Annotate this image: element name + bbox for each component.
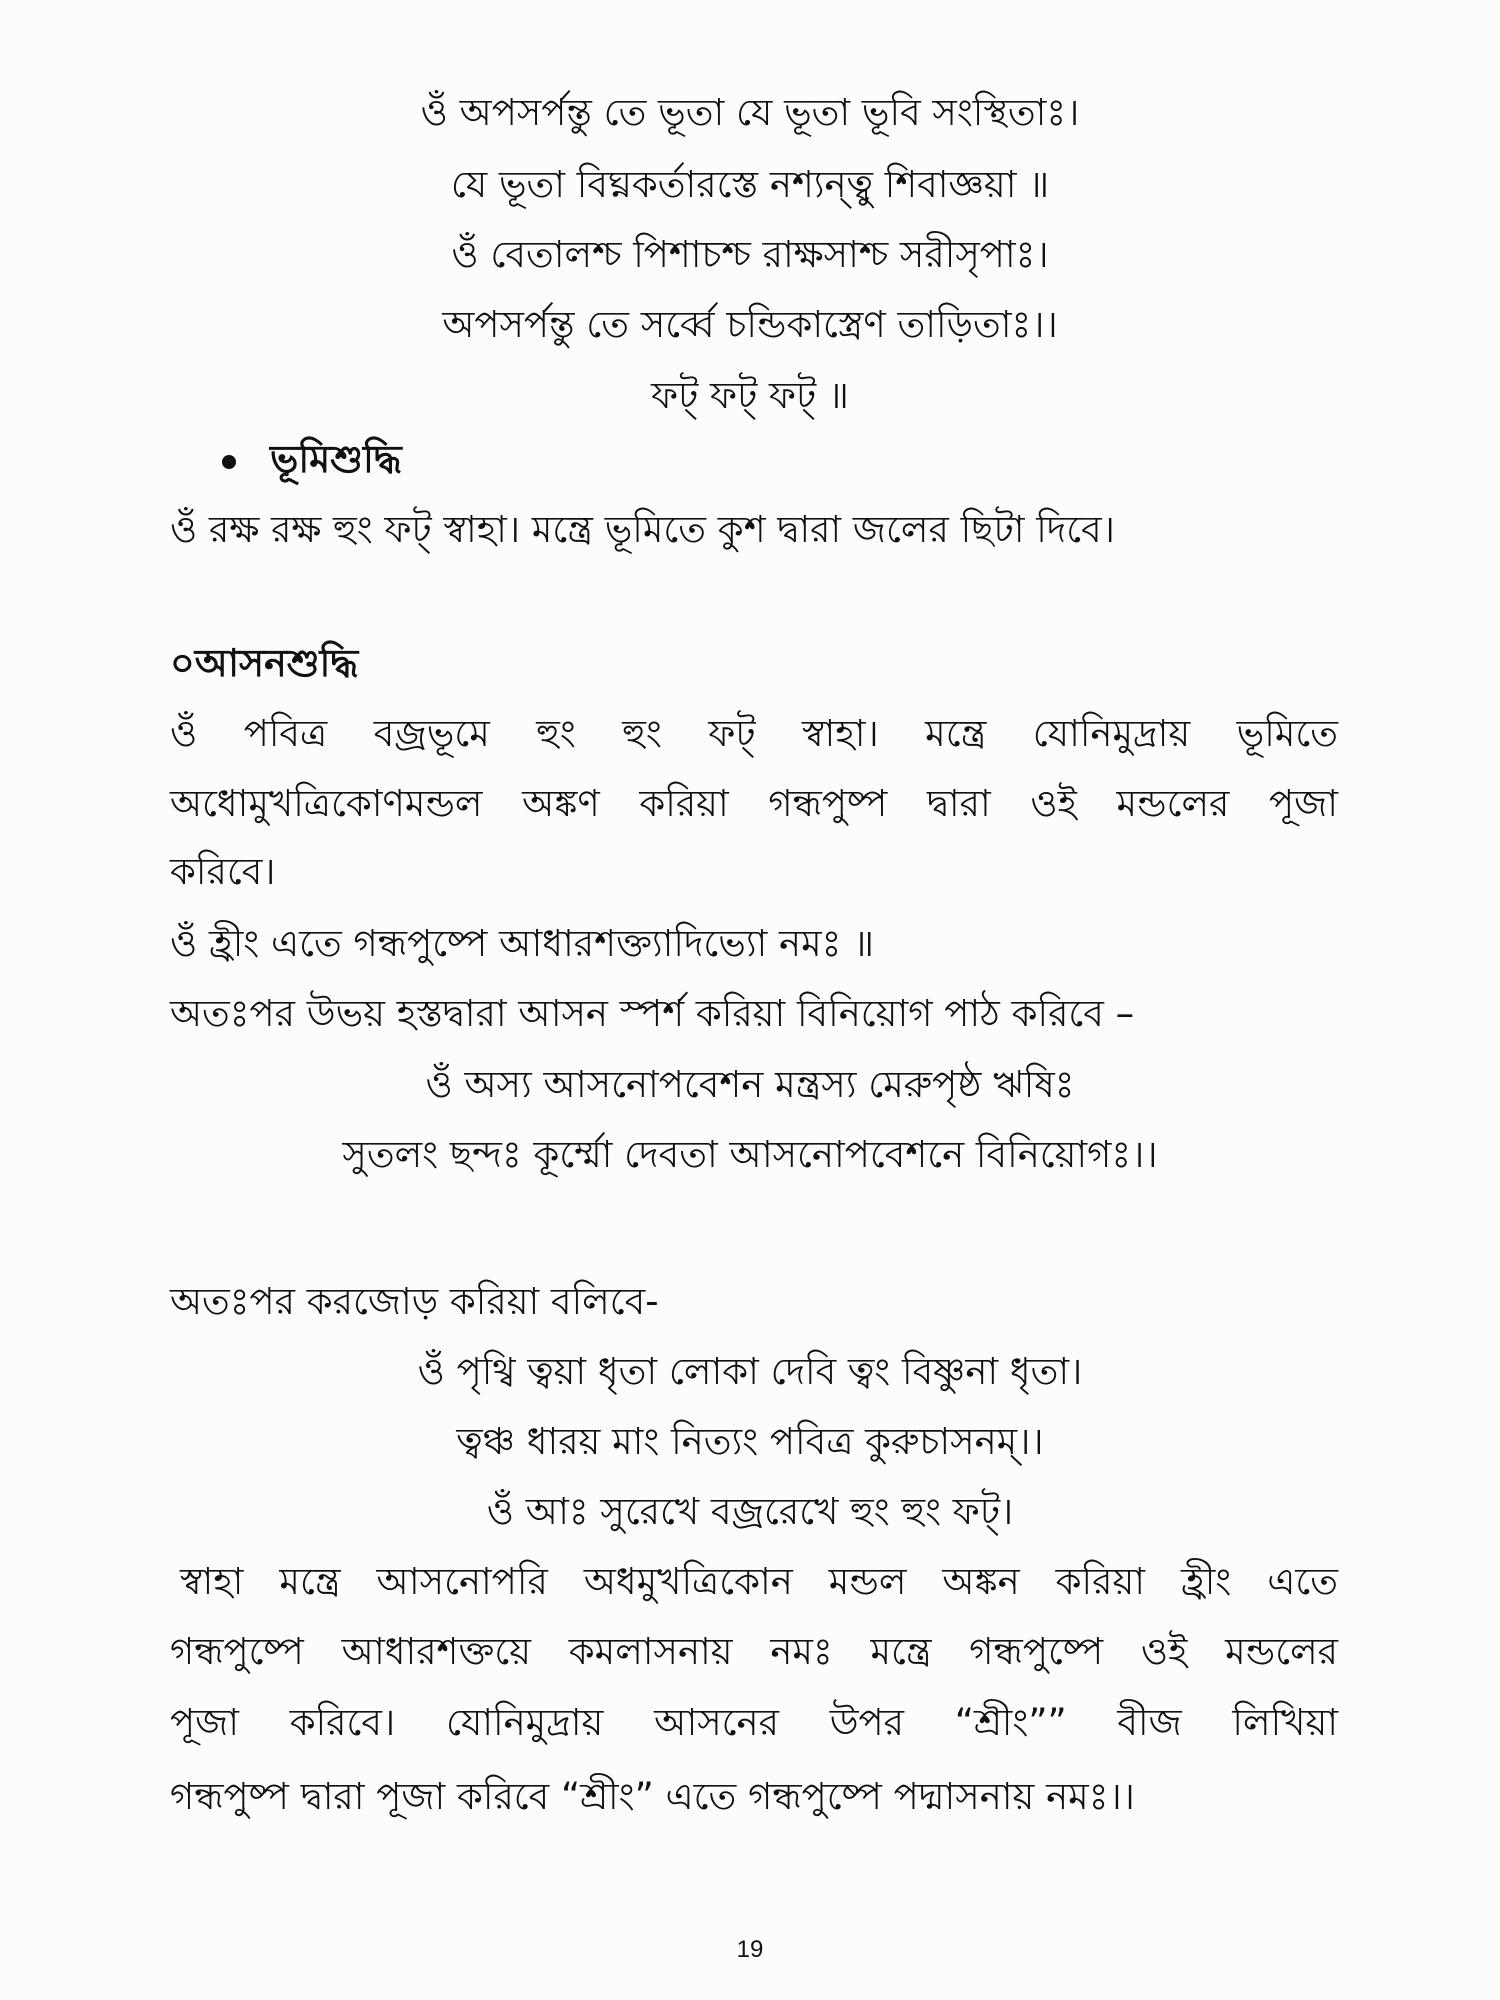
verse-line: যে ভূতা বিঘ্নকর্তারস্তে নশ্যন্ত্বু শিবাজ্ঞয়া ॥ [450,163,1050,206]
section-heading-bhumishuddhi [222,434,402,484]
page-number: 19 [736,1936,764,1963]
bullet-icon [222,455,236,469]
paragraph-line: গন্ধপুষ্প দ্বারা পূজা করিবে “শ্রীং” এতে গন্ধপুষ্পে পদ্মাসনায় নমঃ।। [170,1775,1135,1818]
heading-text: ভূমিশুদ্ধি [270,437,402,481]
section-heading-asanashuddhi: ০আসনশুদ্ধি [170,641,359,685]
viniyoga-line: ওঁ অস্য আসনোপবেশন মন্ত্রস্য মেরুপৃষ্ঠ ঋষিঃ [425,1063,1075,1106]
paragraph-line: ওঁ রক্ষ রক্ষ হুং ফট্ স্বাহা। মন্ত্রে ভূমিতে কুশ দ্বারা জলের ছিটা দিবে। [170,508,1115,551]
prayer-line: ওঁ আঃ সুরেখে বজ্ররেখে হুং হুং ফট্। [486,1490,1014,1533]
verse-line: ফট্ ফট্ ফট্ ॥ [651,374,849,417]
verse-line: ওঁ বেতালশ্চ পিশাচশ্চ রাক্ষসাশ্চ সরীসৃপাঃ। [451,233,1049,276]
instruction-line: অতঃপর করজোড় করিয়া বলিবে- [170,1280,659,1323]
paragraph-line: স্বাহা মন্ত্রে আসনোপরি অধমুখত্রিকোন মন্ডল অঙ্কন করিয়া হ্রীং এতে [180,1560,1338,1603]
mantra-line: ওঁ হ্রীং এতে গন্ধপুষ্পে আধারশক্ত্যাদিভ্যো নমঃ ॥ [170,922,875,965]
paragraph-line: পূজা করিবে। যোনিমুদ্রায় আসনের উপর “শ্রীং”” বীজ লিখিয়া [170,1701,1338,1744]
instruction-line: অতঃপর উভয় হস্তদ্বারা আসন স্পর্শ করিয়া বিনিয়োগ পাঠ করিবে – [170,992,1135,1035]
verse-line: অপসর্পন্তু তে সর্ব্বে চন্ডিকাস্ত্রেণ তাড়িতাঃ।। [442,303,1058,346]
viniyoga-line: সুতলং ছন্দঃ কূর্ম্মো দেবতা আসনোপবেশনে বিনিয়োগঃ।। [342,1133,1158,1176]
prayer-line: ওঁ পৃথ্বি ত্বয়া ধৃতা লোকা দেবি ত্বং বিষ্ণুনা ধৃতা। [417,1350,1083,1393]
paragraph-line: করিবে। [170,850,276,893]
paragraph-line: ওঁ পবিত্র বজ্রভূমে হুং হুং ফট্ স্বাহা। মন্ত্রে যোনিমুদ্রায় ভূমিতে [170,712,1338,755]
prayer-line: ত্বঞ্চ ধারয় মাং নিত্যং পবিত্র কুরুচাসনম্।। [456,1420,1044,1463]
verse-line: ওঁ অপসর্পন্তু তে ভূতা যে ভূতা ভূবি সংস্থিতাঃ। [420,91,1080,134]
paragraph-line: গন্ধপুষ্পে আধারশক্তয়ে কমলাসনায় নমঃ মন্ত্রে গন্ধপুষ্পে ওই মন্ডলের [170,1630,1338,1673]
paragraph-line: অধোমুখত্রিকোণমন্ডল অঙ্কণ করিয়া গন্ধপুষ্প দ্বারা ওই মন্ডলের পূজা [170,782,1338,825]
